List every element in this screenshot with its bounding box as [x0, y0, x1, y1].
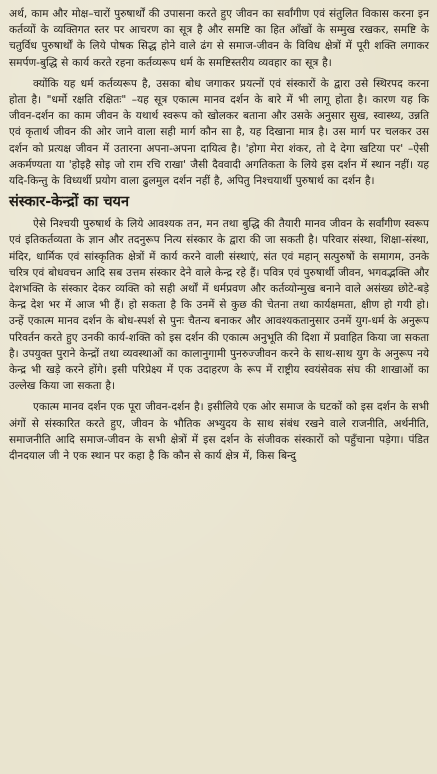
paragraph-2: क्योंकि यह धर्म कर्तव्यरूप है, उसका बोध जगाकर प्रयत्नों एवं संस्कारों के द्वारा उसे स्थिरपद करना होता है। "धर्मो रक्षति रक्षितः" –यह सूत्र एकात्म मानव दर्शन के बारे में भी लागू होता है। कारण यह कि जीवन-दर्शन का काम जीवन के यथार्थ स्वरूप को खोलकर बताना और उसके अनुसार सुख, स्वास्थ्य, उन्नति एवं कृतार्थ जीवन की ओर जाने वाला सही मार्ग कौन सा है, यह दिखाना मात्र है। उस मार्ग पर चलकर उस दर्शन को प्रत्यक्ष जीवन में उतारना अपना-अपना दायित्व है। 'होगा मेरा शंकर, तो दे देगा खटिया पर' –ऐसी अकर्मण्यता या 'होइहै सोइ जो राम रचि राखा' जैसी दैववादी अगतिकता के लिये इस दर्शन में स्थान नहीं। यह यदि-किन्तु के विध्यर्थी प्रयोग वाला ढुलमुल दर्शन नहीं है, अपितु निश्चयार्थी पुरुषार्थ का दर्शन है।	[9, 77, 429, 188]
paragraph-4: एकात्म मानव दर्शन एक पूरा जीवन-दर्शन है। इसीलिये एक ओर समाज के घटकों को इस दर्शन के सभी अंगों से संस्कारित करते हुए, जीवन के भौतिक अभ्युदय के साथ संबंध रखने वाले राजनीति, अर्थनीति, समाजनीति आदि समाज-जीवन के सभी क्षेत्रों में इस दर्शन के संजीवक संस्कारों को पहुँचाना पड़ेगा। पंडित दीनदयाल जी ने एक स्थान पर कहा है कि कौन से कार्य क्षेत्र में, किस बिन्दु	[9, 401, 429, 463]
paragraph-3: ऐसे निश्चयी पुरुषार्थ के लिये आवश्यक तन, मन तथा बुद्धि की तैयारी मानव जीवन के सर्वांगीण स्वरूप एवं इतिकर्तव्यता के ज्ञान और तदनुरूप नित्य संस्कार के द्वारा की जा सकती है। परिवार संस्था, शिक्षा-संस्था, मंदिर, धार्मिक एवं सांस्कृतिक क्षेत्रों में कार्य करने वाली संस्थाएं, संत एवं महान् सत्पुरुषों के समागम, उनके चरित्र एवं बोधवचन आदि सब उत्तम संस्कार देने वाले केन्द्र रहे हैं। पवित्र एवं पुरुषार्थी जीवन, भगवद्भक्ति और देशभक्ति के संस्कार देकर व्यक्ति को सही अर्थों में धर्मप्रवण और कर्तव्योन्मुख बनाने वाले असंख्य छोटे-बड़े केन्द्र देश भर में आज भी हैं। हो सकता है कि उनमें से कुछ की चेतना तथा कार्यक्षमता, क्षीण हो गयी हो। उन्हें एकात्म मानव दर्शन के बोध-स्पर्श से पुनः चैतन्य बनाकर और आवश्यकतानुसार उनमें युग-धर्म के अनुरूप परिवर्तन करते हुए उनकी कार्य-शक्ति को इस दर्शन की एकात्म अनुभूति की दिशा में प्रवाहित किया जा सकता है। उपयुक्त पुराने केन्द्रों तथा व्यवस्थाओं का कालानुगामी पुनरुज्जीवन करने के साथ-साथ युग के अनुरूप नये केन्द्र भी खड़े करने होंगे। इसी परिप्रेक्ष्य में एक उदाहरण के रूप में राष्ट्रीय स्वयंसेवक संघ की शाखाओं का उल्लेख किया जा सकता है।	[9, 218, 429, 393]
paragraph-1: अर्थ, काम और मोक्ष–चारों पुरुषार्थों की उपासना करते हुए जीवन का सर्वांगीण एवं संतुलित विकास करना इन कर्तव्यों के व्यक्तिगत स्तर पर आचरण का सूत्र है और समष्टि का हित आँखों के सम्मुख रखकर, समष्टि के चतुर्विध पुरुषार्थों के लिये पोषक सिद्ध होने वाले ढंग से समाज-जीवन के विविध क्षेत्रों में पूरी शक्ति लगाकर समर्पण-बुद्धि से कार्य करते रहना कर्तव्यरूप धर्म के समष्टिस्तरीय व्यवहार का सूत्र है।	[9, 8, 429, 69]
section-heading: संस्कार-केन्द्रों का चयन	[9, 194, 130, 211]
